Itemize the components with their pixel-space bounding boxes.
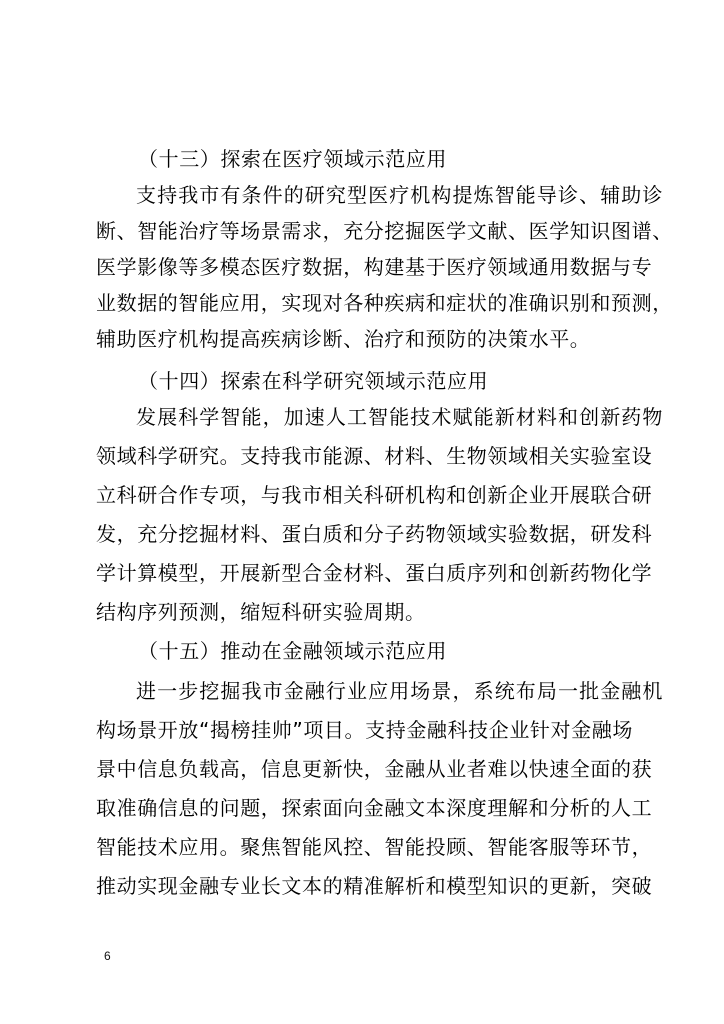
section-15-line-4: 取准确信息的问题，探索面向金融文本深度理解和分析的人工	[96, 796, 653, 820]
section-13-line-1: 支持我市有条件的研究型医疗机构提炼智能导诊、辅助诊	[136, 183, 664, 207]
page-number: 6	[104, 949, 111, 963]
section-14-line-5: 学计算模型，开展新型合金材料、蛋白质序列和创新药物化学	[96, 561, 653, 585]
section-13-line-2: 断、智能治疗等场景需求，充分挖掘医学文献、医学知识图谱、	[96, 219, 673, 243]
section-14-line-1: 发展科学智能，加速人工智能技术赋能新材料和创新药物	[136, 405, 664, 429]
section-13-line-5: 辅助医疗机构提高疾病诊断、治疗和预防的决策水平。	[96, 327, 591, 351]
section-15-line-1: 进一步挖掘我市金融行业应用场景，系统布局一批金融机	[136, 679, 664, 703]
section-14-heading: （十四）探索在科学研究领域示范应用	[138, 369, 489, 393]
section-15-line-6: 推动实现金融专业长文本的精准解析和模型知识的更新，突破	[96, 874, 653, 898]
section-14-line-2: 领域科学研究。支持我市能源、材料、生物领域相关实验室设	[96, 444, 653, 468]
section-13-heading: （十三）探索在医疗领域示范应用	[138, 147, 447, 171]
section-15-line-5: 智能技术应用。聚焦智能风控、智能投顾、智能客服等环节，	[96, 835, 653, 859]
section-13-line-3: 医学影像等多模态医疗数据，构建基于医疗领域通用数据与专	[96, 255, 653, 279]
section-14-line-4: 发，充分挖掘材料、蛋白质和分子药物领域实验数据，研发科	[96, 522, 653, 546]
section-13-line-4: 业数据的智能应用，实现对各种疾病和症状的准确识别和预测，	[96, 291, 673, 315]
section-14-line-3: 立科研合作专项，与我市相关科研机构和创新企业开展联合研	[96, 483, 653, 507]
section-15-line-2: 构场景开放“揭榜挂帅”项目。支持金融科技企业针对金融场	[96, 718, 633, 742]
section-15-heading: （十五）推动在金融领域示范应用	[138, 639, 447, 663]
section-14-line-6: 结构序列预测，缩短科研实验周期。	[96, 600, 426, 624]
section-15-line-3: 景中信息负载高，信息更新快，金融从业者难以快速全面的获	[96, 757, 653, 781]
